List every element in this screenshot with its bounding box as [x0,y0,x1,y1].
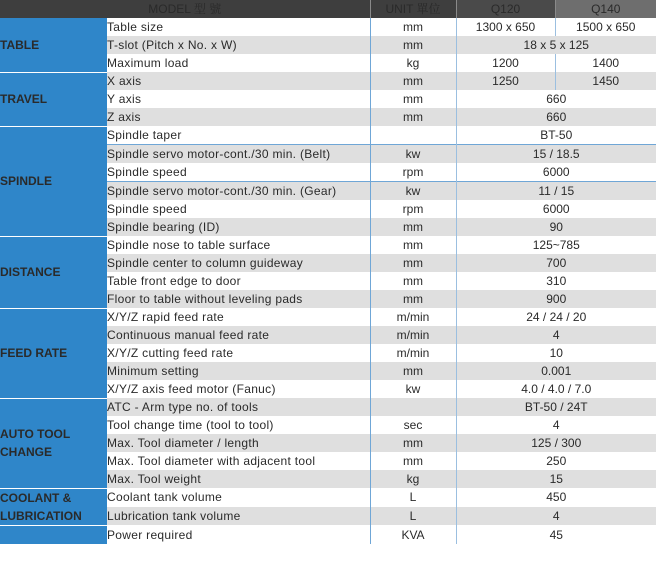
item-label: Table size [107,18,370,36]
shared-value: 11 / 15 [456,182,656,201]
shared-value: 660 [456,90,656,108]
unit-cell [370,126,456,145]
item-label: X/Y/Z cutting feed rate [107,344,370,362]
unit-cell: sec [370,416,456,434]
shared-value: 700 [456,254,656,272]
item-label: Maximum load [107,54,370,72]
shared-value: 4 [456,416,656,434]
item-label: Spindle speed [107,200,370,218]
shared-value: 125 / 300 [456,434,656,452]
category-spindle: SPINDLE [0,126,107,236]
item-label: Spindle bearing (ID) [107,218,370,236]
unit-cell: m/min [370,326,456,344]
table-row [0,488,656,507]
item-label: Max. Tool weight [107,470,370,488]
unit-cell: mm [370,36,456,54]
category-auto-tool-change: AUTO TOOL CHANGE [0,398,107,488]
unit-cell: mm [370,236,456,254]
item-label: Spindle center to column guideway [107,254,370,272]
item-label: Spindle nose to table surface [107,236,370,254]
item-label: Spindle servo motor-cont./30 min. (Belt) [107,145,370,164]
shared-value: 250 [456,452,656,470]
shared-value: 45 [456,525,656,544]
q120-value: 1300 x 650 [456,18,555,36]
unit-cell: kw [370,380,456,398]
category-feed-rate: FEED RATE [0,308,107,398]
item-label: Power required [107,525,370,544]
category-distance: DISTANCE [0,236,107,308]
model-header: MODEL 型 號 [0,0,370,18]
unit-cell: mm [370,90,456,108]
shared-value: 10 [456,344,656,362]
q140-value: 1500 x 650 [555,18,656,36]
q120-value: 1250 [456,72,555,90]
shared-value: 6000 [456,163,656,182]
item-label: Y axis [107,90,370,108]
shared-value: 310 [456,272,656,290]
unit-cell: kg [370,470,456,488]
shared-value: 660 [456,108,656,126]
item-label: T-slot (Pitch x No. x W) [107,36,370,54]
unit-cell: L [370,507,456,526]
unit-cell: rpm [370,163,456,182]
unit-cell: L [370,488,456,507]
unit-cell: mm [370,218,456,236]
item-label: Spindle servo motor-cont./30 min. (Gear) [107,182,370,201]
item-label: Tool change time (tool to tool) [107,416,370,434]
shared-value: 90 [456,218,656,236]
shared-value: BT-50 / 24T [456,398,656,416]
unit-cell: rpm [370,200,456,218]
table-row [0,236,656,254]
item-label: Coolant tank volume [107,488,370,507]
item-label: Z axis [107,108,370,126]
unit-cell: mm [370,452,456,470]
shared-value: 4.0 / 4.0 / 7.0 [456,380,656,398]
table-row [0,398,656,416]
shared-value: 900 [456,290,656,308]
unit-cell: mm [370,272,456,290]
shared-value: BT-50 [456,126,656,145]
table-row [0,18,656,36]
unit-cell: KVA [370,525,456,544]
q140-header: Q140 [555,0,656,18]
q140-value: 1400 [555,54,656,72]
unit-cell: mm [370,362,456,380]
shared-value: 18 x 5 x 125 [456,36,656,54]
header-row [0,0,656,18]
item-label: Table front edge to door [107,272,370,290]
unit-cell: m/min [370,308,456,326]
item-label: Minimum setting [107,362,370,380]
item-label: Floor to table without leveling pads [107,290,370,308]
unit-header: UNIT 單位 [370,0,456,18]
unit-cell: mm [370,18,456,36]
category-travel: TRAVEL [0,72,107,126]
shared-value: 450 [456,488,656,507]
shared-value: 125~785 [456,236,656,254]
item-label: X/Y/Z axis feed motor (Fanuc) [107,380,370,398]
shared-value: 0.001 [456,362,656,380]
unit-cell: kw [370,182,456,201]
item-label: Continuous manual feed rate [107,326,370,344]
shared-value: 6000 [456,200,656,218]
item-label: Max. Tool diameter with adjacent tool [107,452,370,470]
item-label: X axis [107,72,370,90]
q120-value: 1200 [456,54,555,72]
unit-cell: mm [370,290,456,308]
unit-cell: mm [370,254,456,272]
category-table: TABLE [0,18,107,72]
category-blank [0,525,107,544]
shared-value: 15 / 18.5 [456,145,656,164]
table-row [0,308,656,326]
table-row [0,525,656,544]
item-label: Max. Tool diameter / length [107,434,370,452]
unit-cell: mm [370,434,456,452]
unit-cell: kg [370,54,456,72]
q120-header: Q120 [456,0,555,18]
item-label: X/Y/Z rapid feed rate [107,308,370,326]
item-label: Spindle taper [107,126,370,145]
shared-value: 4 [456,326,656,344]
unit-cell [370,398,456,416]
category-coolant-lubrication: COOLANT & LUBRICATION [0,488,107,525]
item-label: ATC - Arm type no. of tools [107,398,370,416]
shared-value: 24 / 24 / 20 [456,308,656,326]
shared-value: 4 [456,507,656,526]
shared-value: 15 [456,470,656,488]
unit-cell: kw [370,145,456,164]
table-row [0,72,656,90]
unit-cell: m/min [370,344,456,362]
unit-cell: mm [370,72,456,90]
item-label: Lubrication tank volume [107,507,370,526]
unit-cell: mm [370,108,456,126]
table-row [0,126,656,145]
q140-value: 1450 [555,72,656,90]
item-label: Spindle speed [107,163,370,182]
